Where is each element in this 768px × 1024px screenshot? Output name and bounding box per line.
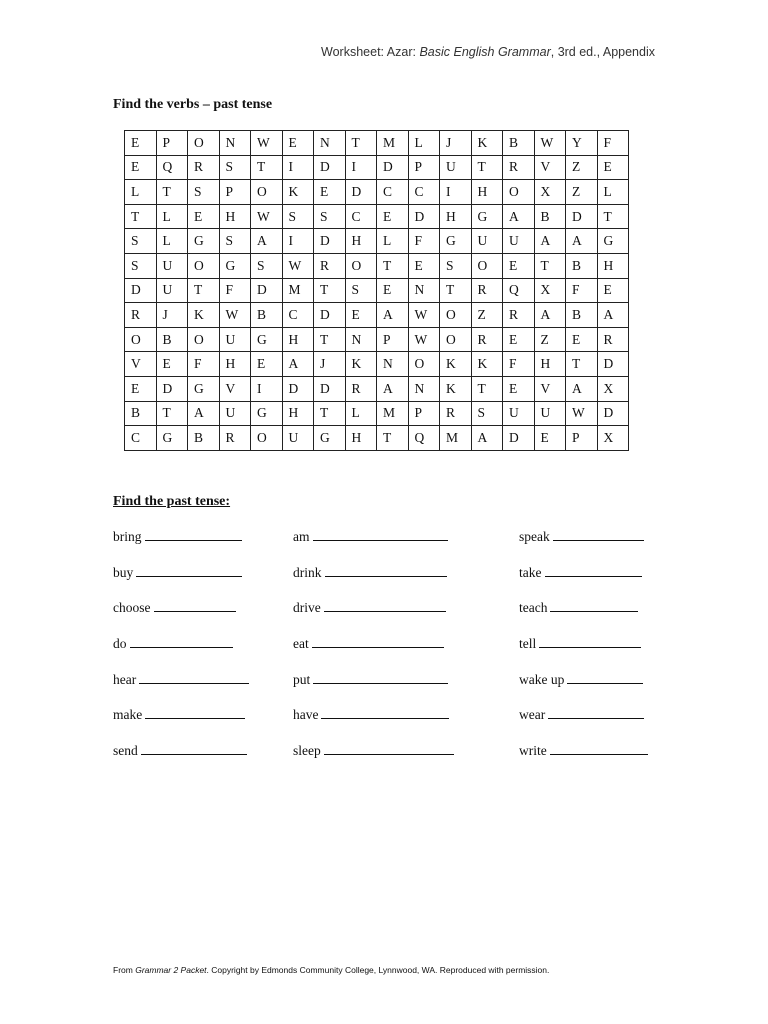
exercise-item	[113, 635, 249, 671]
grid-cell: L	[345, 401, 377, 426]
grid-cell: U	[156, 253, 188, 278]
grid-cell: F	[188, 352, 220, 377]
grid-cell: H	[534, 352, 566, 377]
grid-cell: F	[503, 352, 535, 377]
grid-cell: R	[440, 401, 472, 426]
grid-cell: F	[408, 229, 440, 254]
grid-cell: D	[314, 303, 346, 328]
grid-cell: L	[408, 131, 440, 156]
grid-cell: O	[345, 253, 377, 278]
answer-blank[interactable]	[313, 671, 448, 684]
grid-cell: W	[282, 253, 314, 278]
grid-cell: N	[345, 327, 377, 352]
grid-cell: D	[251, 278, 283, 303]
exercise-item	[113, 599, 249, 635]
grid-cell: D	[597, 401, 629, 426]
exercise-item	[293, 599, 454, 635]
grid-cell: B	[566, 303, 598, 328]
exercise-item	[519, 564, 648, 600]
grid-cell: R	[503, 155, 535, 180]
exercise-item	[293, 671, 454, 707]
answer-blank[interactable]	[545, 564, 642, 577]
grid-cell: T	[377, 253, 409, 278]
grid-cell: H	[597, 253, 629, 278]
grid-cell: Z	[566, 180, 598, 205]
grid-cell: C	[125, 426, 157, 451]
grid-cell: R	[314, 253, 346, 278]
exercise-column-1	[113, 528, 249, 778]
exercise-verb: write	[519, 743, 547, 759]
answer-blank[interactable]	[312, 635, 444, 648]
grid-cell: E	[534, 426, 566, 451]
answer-blank[interactable]	[145, 528, 242, 541]
grid-cell: H	[440, 204, 472, 229]
exercise-item	[113, 671, 249, 707]
exercise-item	[293, 742, 454, 778]
exercise-item	[113, 706, 249, 742]
grid-cell: H	[282, 327, 314, 352]
grid-cell: G	[188, 229, 220, 254]
grid-cell: D	[597, 352, 629, 377]
grid-cell: G	[440, 229, 472, 254]
grid-cell: E	[597, 278, 629, 303]
grid-cell: D	[503, 426, 535, 451]
grid-cell: A	[188, 401, 220, 426]
grid-cell: G	[251, 327, 283, 352]
exercise-verb: put	[293, 671, 311, 687]
grid-cell: R	[125, 303, 157, 328]
grid-cell: D	[345, 180, 377, 205]
answer-blank[interactable]	[141, 742, 247, 755]
grid-cell: R	[597, 327, 629, 352]
exercise-verb: have	[293, 707, 319, 723]
grid-cell: E	[156, 352, 188, 377]
grid-cell: N	[408, 376, 440, 401]
grid-cell: S	[471, 401, 503, 426]
exercise-verb: wear	[519, 707, 546, 723]
grid-cell: E	[503, 253, 535, 278]
grid-cell: X	[597, 376, 629, 401]
grid-cell: C	[345, 204, 377, 229]
grid-cell: A	[534, 229, 566, 254]
grid-cell: G	[471, 204, 503, 229]
answer-blank[interactable]	[136, 564, 242, 577]
grid-cell: V	[534, 376, 566, 401]
grid-cell: O	[471, 253, 503, 278]
grid-cell: R	[471, 278, 503, 303]
grid-cell: S	[125, 229, 157, 254]
grid-cell: P	[408, 401, 440, 426]
footer-suffix: . Copyright by Edmonds Community College, Lynnwood, WA. Reproduced with permission.	[206, 965, 550, 975]
exercise-verb: take	[519, 564, 542, 580]
exercise-item	[519, 742, 648, 778]
grid-cell: O	[440, 303, 472, 328]
grid-cell: K	[282, 180, 314, 205]
grid-cell: A	[471, 426, 503, 451]
grid-cell: F	[219, 278, 251, 303]
worksheet-header	[321, 45, 655, 59]
grid-cell: R	[503, 303, 535, 328]
grid-cell: K	[345, 352, 377, 377]
grid-cell: J	[314, 352, 346, 377]
grid-cell: Q	[408, 426, 440, 451]
grid-row	[125, 401, 629, 426]
grid-cell: A	[251, 229, 283, 254]
grid-cell: L	[125, 180, 157, 205]
grid-cell: D	[314, 155, 346, 180]
exercise-item	[293, 706, 454, 742]
grid-cell: T	[156, 401, 188, 426]
grid-cell: P	[566, 426, 598, 451]
grid-cell: V	[125, 352, 157, 377]
grid-row	[125, 327, 629, 352]
grid-cell: O	[503, 180, 535, 205]
grid-cell: R	[345, 376, 377, 401]
grid-cell: I	[345, 155, 377, 180]
exercise-verb: make	[113, 707, 143, 723]
grid-cell: S	[188, 180, 220, 205]
grid-cell: D	[125, 278, 157, 303]
grid-cell: G	[597, 229, 629, 254]
grid-cell: U	[282, 426, 314, 451]
answer-blank[interactable]	[324, 742, 454, 755]
grid-cell: S	[251, 253, 283, 278]
grid-row	[125, 204, 629, 229]
grid-cell: A	[377, 303, 409, 328]
grid-cell: E	[251, 352, 283, 377]
grid-cell: R	[188, 155, 220, 180]
grid-cell: A	[534, 303, 566, 328]
answer-blank[interactable]	[550, 742, 648, 755]
exercise-item	[519, 671, 648, 707]
grid-cell: G	[251, 401, 283, 426]
grid-cell: N	[314, 131, 346, 156]
grid-cell: B	[125, 401, 157, 426]
grid-cell: W	[251, 131, 283, 156]
grid-cell: C	[282, 303, 314, 328]
header-suffix: , 3rd ed., Appendix	[550, 45, 655, 59]
grid-cell: P	[219, 180, 251, 205]
exercise-item	[519, 635, 648, 671]
answer-blank[interactable]	[321, 706, 449, 719]
grid-cell: O	[408, 352, 440, 377]
grid-cell: H	[345, 426, 377, 451]
footer-source-title: Grammar 2 Packet	[135, 965, 207, 975]
grid-row	[125, 253, 629, 278]
grid-cell: P	[408, 155, 440, 180]
grid-cell: E	[188, 204, 220, 229]
grid-cell: U	[471, 229, 503, 254]
exercise-verb: speak	[519, 529, 550, 544]
grid-cell: K	[471, 352, 503, 377]
answer-blank[interactable]	[324, 599, 446, 612]
grid-cell: K	[471, 131, 503, 156]
grid-cell: A	[377, 376, 409, 401]
grid-cell: E	[597, 155, 629, 180]
grid-cell: O	[251, 426, 283, 451]
grid-cell: O	[440, 327, 472, 352]
exercise-column-3	[519, 528, 648, 778]
answer-blank[interactable]	[154, 599, 236, 612]
grid-cell: B	[156, 327, 188, 352]
exercise-verb: hear	[113, 671, 137, 687]
exercise-verb: bring	[113, 529, 142, 544]
grid-cell: X	[534, 180, 566, 205]
exercise-item	[113, 742, 249, 778]
grid-cell: M	[377, 401, 409, 426]
grid-cell: K	[188, 303, 220, 328]
grid-cell: O	[251, 180, 283, 205]
grid-cell: T	[314, 401, 346, 426]
grid-cell: T	[597, 204, 629, 229]
grid-cell: N	[219, 131, 251, 156]
answer-blank[interactable]	[130, 635, 233, 648]
answer-blank[interactable]	[313, 528, 448, 541]
exercise-item	[519, 706, 648, 742]
grid-cell: O	[125, 327, 157, 352]
exercise-item	[113, 528, 249, 564]
answer-blank[interactable]	[325, 564, 447, 577]
grid-cell: T	[534, 253, 566, 278]
grid-cell: T	[471, 155, 503, 180]
exercise-verb: buy	[113, 564, 134, 580]
grid-cell: S	[314, 204, 346, 229]
grid-cell: S	[440, 253, 472, 278]
grid-cell: G	[156, 426, 188, 451]
grid-cell: E	[503, 327, 535, 352]
exercise-verb: drink	[293, 564, 322, 580]
wordsearch-title: Find the verbs – past tense	[113, 97, 273, 112]
grid-cell: Z	[471, 303, 503, 328]
grid-cell: E	[125, 131, 157, 156]
grid-cell: D	[566, 204, 598, 229]
grid-cell: M	[282, 278, 314, 303]
exercise-verb: send	[113, 743, 138, 759]
answer-blank[interactable]	[539, 635, 641, 648]
grid-cell: K	[440, 352, 472, 377]
grid-cell: A	[282, 352, 314, 377]
grid-row	[125, 303, 629, 328]
grid-cell: B	[503, 131, 535, 156]
grid-cell: D	[156, 376, 188, 401]
grid-cell: Y	[566, 131, 598, 156]
grid-cell: H	[471, 180, 503, 205]
grid-row	[125, 180, 629, 205]
grid-cell: R	[219, 426, 251, 451]
grid-cell: L	[156, 204, 188, 229]
grid-cell: P	[377, 327, 409, 352]
past-tense-title: Find the past tense:	[113, 494, 231, 509]
copyright-footer	[113, 965, 549, 975]
grid-cell: G	[188, 376, 220, 401]
grid-cell: W	[408, 303, 440, 328]
grid-cell: I	[282, 155, 314, 180]
grid-cell: U	[219, 327, 251, 352]
grid-cell: L	[377, 229, 409, 254]
grid-cell: X	[597, 426, 629, 451]
grid-cell: V	[219, 376, 251, 401]
grid-cell: T	[314, 327, 346, 352]
grid-cell: O	[188, 253, 220, 278]
grid-cell: A	[503, 204, 535, 229]
grid-cell: H	[219, 352, 251, 377]
grid-cell: W	[566, 401, 598, 426]
grid-cell: N	[377, 352, 409, 377]
grid-cell: X	[534, 278, 566, 303]
grid-cell: R	[471, 327, 503, 352]
grid-cell: A	[566, 229, 598, 254]
exercise-verb: am	[293, 529, 310, 544]
answer-blank[interactable]	[139, 671, 249, 684]
grid-cell: A	[597, 303, 629, 328]
grid-cell: F	[566, 278, 598, 303]
grid-cell: B	[251, 303, 283, 328]
grid-cell: U	[503, 229, 535, 254]
exercise-verb: teach	[519, 600, 548, 616]
grid-cell: J	[156, 303, 188, 328]
grid-cell: G	[314, 426, 346, 451]
exercise-item	[293, 635, 454, 671]
grid-cell: D	[377, 155, 409, 180]
grid-cell: W	[408, 327, 440, 352]
grid-cell: N	[408, 278, 440, 303]
grid-cell: L	[597, 180, 629, 205]
grid-cell: V	[534, 155, 566, 180]
grid-row	[125, 229, 629, 254]
header-book-title: Basic English Grammar	[419, 45, 551, 59]
grid-cell: H	[345, 229, 377, 254]
grid-cell: T	[566, 352, 598, 377]
grid-cell: T	[377, 426, 409, 451]
grid-cell: T	[471, 376, 503, 401]
grid-cell: D	[282, 376, 314, 401]
grid-cell: C	[408, 180, 440, 205]
exercise-item	[293, 528, 454, 564]
grid-cell: O	[188, 131, 220, 156]
grid-cell: D	[314, 229, 346, 254]
grid-row	[125, 155, 629, 180]
grid-cell: T	[156, 180, 188, 205]
grid-cell: A	[566, 376, 598, 401]
exercise-item	[113, 564, 249, 600]
grid-cell: U	[219, 401, 251, 426]
grid-cell: U	[440, 155, 472, 180]
grid-cell: L	[156, 229, 188, 254]
grid-cell: S	[345, 278, 377, 303]
grid-cell: I	[251, 376, 283, 401]
answer-blank[interactable]	[550, 599, 638, 612]
grid-cell: K	[440, 376, 472, 401]
grid-cell: U	[156, 278, 188, 303]
grid-cell: E	[503, 376, 535, 401]
grid-cell: W	[534, 131, 566, 156]
exercise-item	[293, 564, 454, 600]
grid-cell: T	[125, 204, 157, 229]
grid-cell: M	[377, 131, 409, 156]
answer-blank[interactable]	[567, 671, 643, 684]
header-prefix: Worksheet: Azar:	[321, 45, 420, 59]
exercise-verb: eat	[293, 636, 309, 652]
exercise-verb: sleep	[293, 743, 321, 759]
exercise-verb: do	[113, 636, 127, 652]
grid-cell: T	[251, 155, 283, 180]
grid-cell: P	[156, 131, 188, 156]
grid-cell: C	[377, 180, 409, 205]
footer-prefix: From	[113, 965, 136, 975]
grid-cell: E	[282, 131, 314, 156]
grid-cell: E	[408, 253, 440, 278]
grid-cell: Q	[156, 155, 188, 180]
exercise-verb: choose	[113, 600, 151, 616]
grid-cell: Z	[534, 327, 566, 352]
grid-cell: E	[377, 204, 409, 229]
grid-cell: T	[314, 278, 346, 303]
grid-row	[125, 352, 629, 377]
grid-cell: T	[345, 131, 377, 156]
grid-cell: M	[440, 426, 472, 451]
grid-cell: I	[282, 229, 314, 254]
grid-cell: D	[408, 204, 440, 229]
exercise-item	[519, 599, 648, 635]
grid-row	[125, 131, 629, 156]
grid-cell: E	[566, 327, 598, 352]
grid-cell: T	[188, 278, 220, 303]
grid-cell: J	[440, 131, 472, 156]
grid-cell: Q	[503, 278, 535, 303]
grid-cell: O	[188, 327, 220, 352]
grid-cell: E	[314, 180, 346, 205]
grid-row	[125, 278, 629, 303]
exercise-verb: tell	[519, 636, 537, 652]
grid-cell: E	[345, 303, 377, 328]
grid-cell: U	[503, 401, 535, 426]
grid-cell: H	[282, 401, 314, 426]
grid-cell: W	[219, 303, 251, 328]
exercise-column-2	[293, 528, 454, 778]
wordsearch-grid	[124, 130, 629, 451]
grid-cell: E	[125, 155, 157, 180]
grid-cell: E	[125, 376, 157, 401]
grid-row	[125, 426, 629, 451]
grid-cell: B	[566, 253, 598, 278]
grid-cell: U	[534, 401, 566, 426]
grid-cell: G	[219, 253, 251, 278]
exercise-item	[519, 528, 648, 564]
answer-blank[interactable]	[548, 706, 644, 719]
answer-blank[interactable]	[553, 528, 644, 541]
grid-row	[125, 376, 629, 401]
grid-cell: Z	[566, 155, 598, 180]
exercise-verb: drive	[293, 600, 321, 616]
grid-cell: B	[534, 204, 566, 229]
grid-cell: B	[188, 426, 220, 451]
grid-cell: H	[219, 204, 251, 229]
answer-blank[interactable]	[145, 706, 245, 719]
grid-cell: I	[440, 180, 472, 205]
grid-cell: E	[377, 278, 409, 303]
grid-cell: S	[125, 253, 157, 278]
grid-cell: D	[314, 376, 346, 401]
grid-cell: W	[251, 204, 283, 229]
grid-cell: S	[282, 204, 314, 229]
grid-cell: T	[440, 278, 472, 303]
grid-cell: S	[219, 155, 251, 180]
grid-cell: S	[219, 229, 251, 254]
grid-cell: F	[597, 131, 629, 156]
exercise-verb: wake up	[519, 671, 565, 687]
